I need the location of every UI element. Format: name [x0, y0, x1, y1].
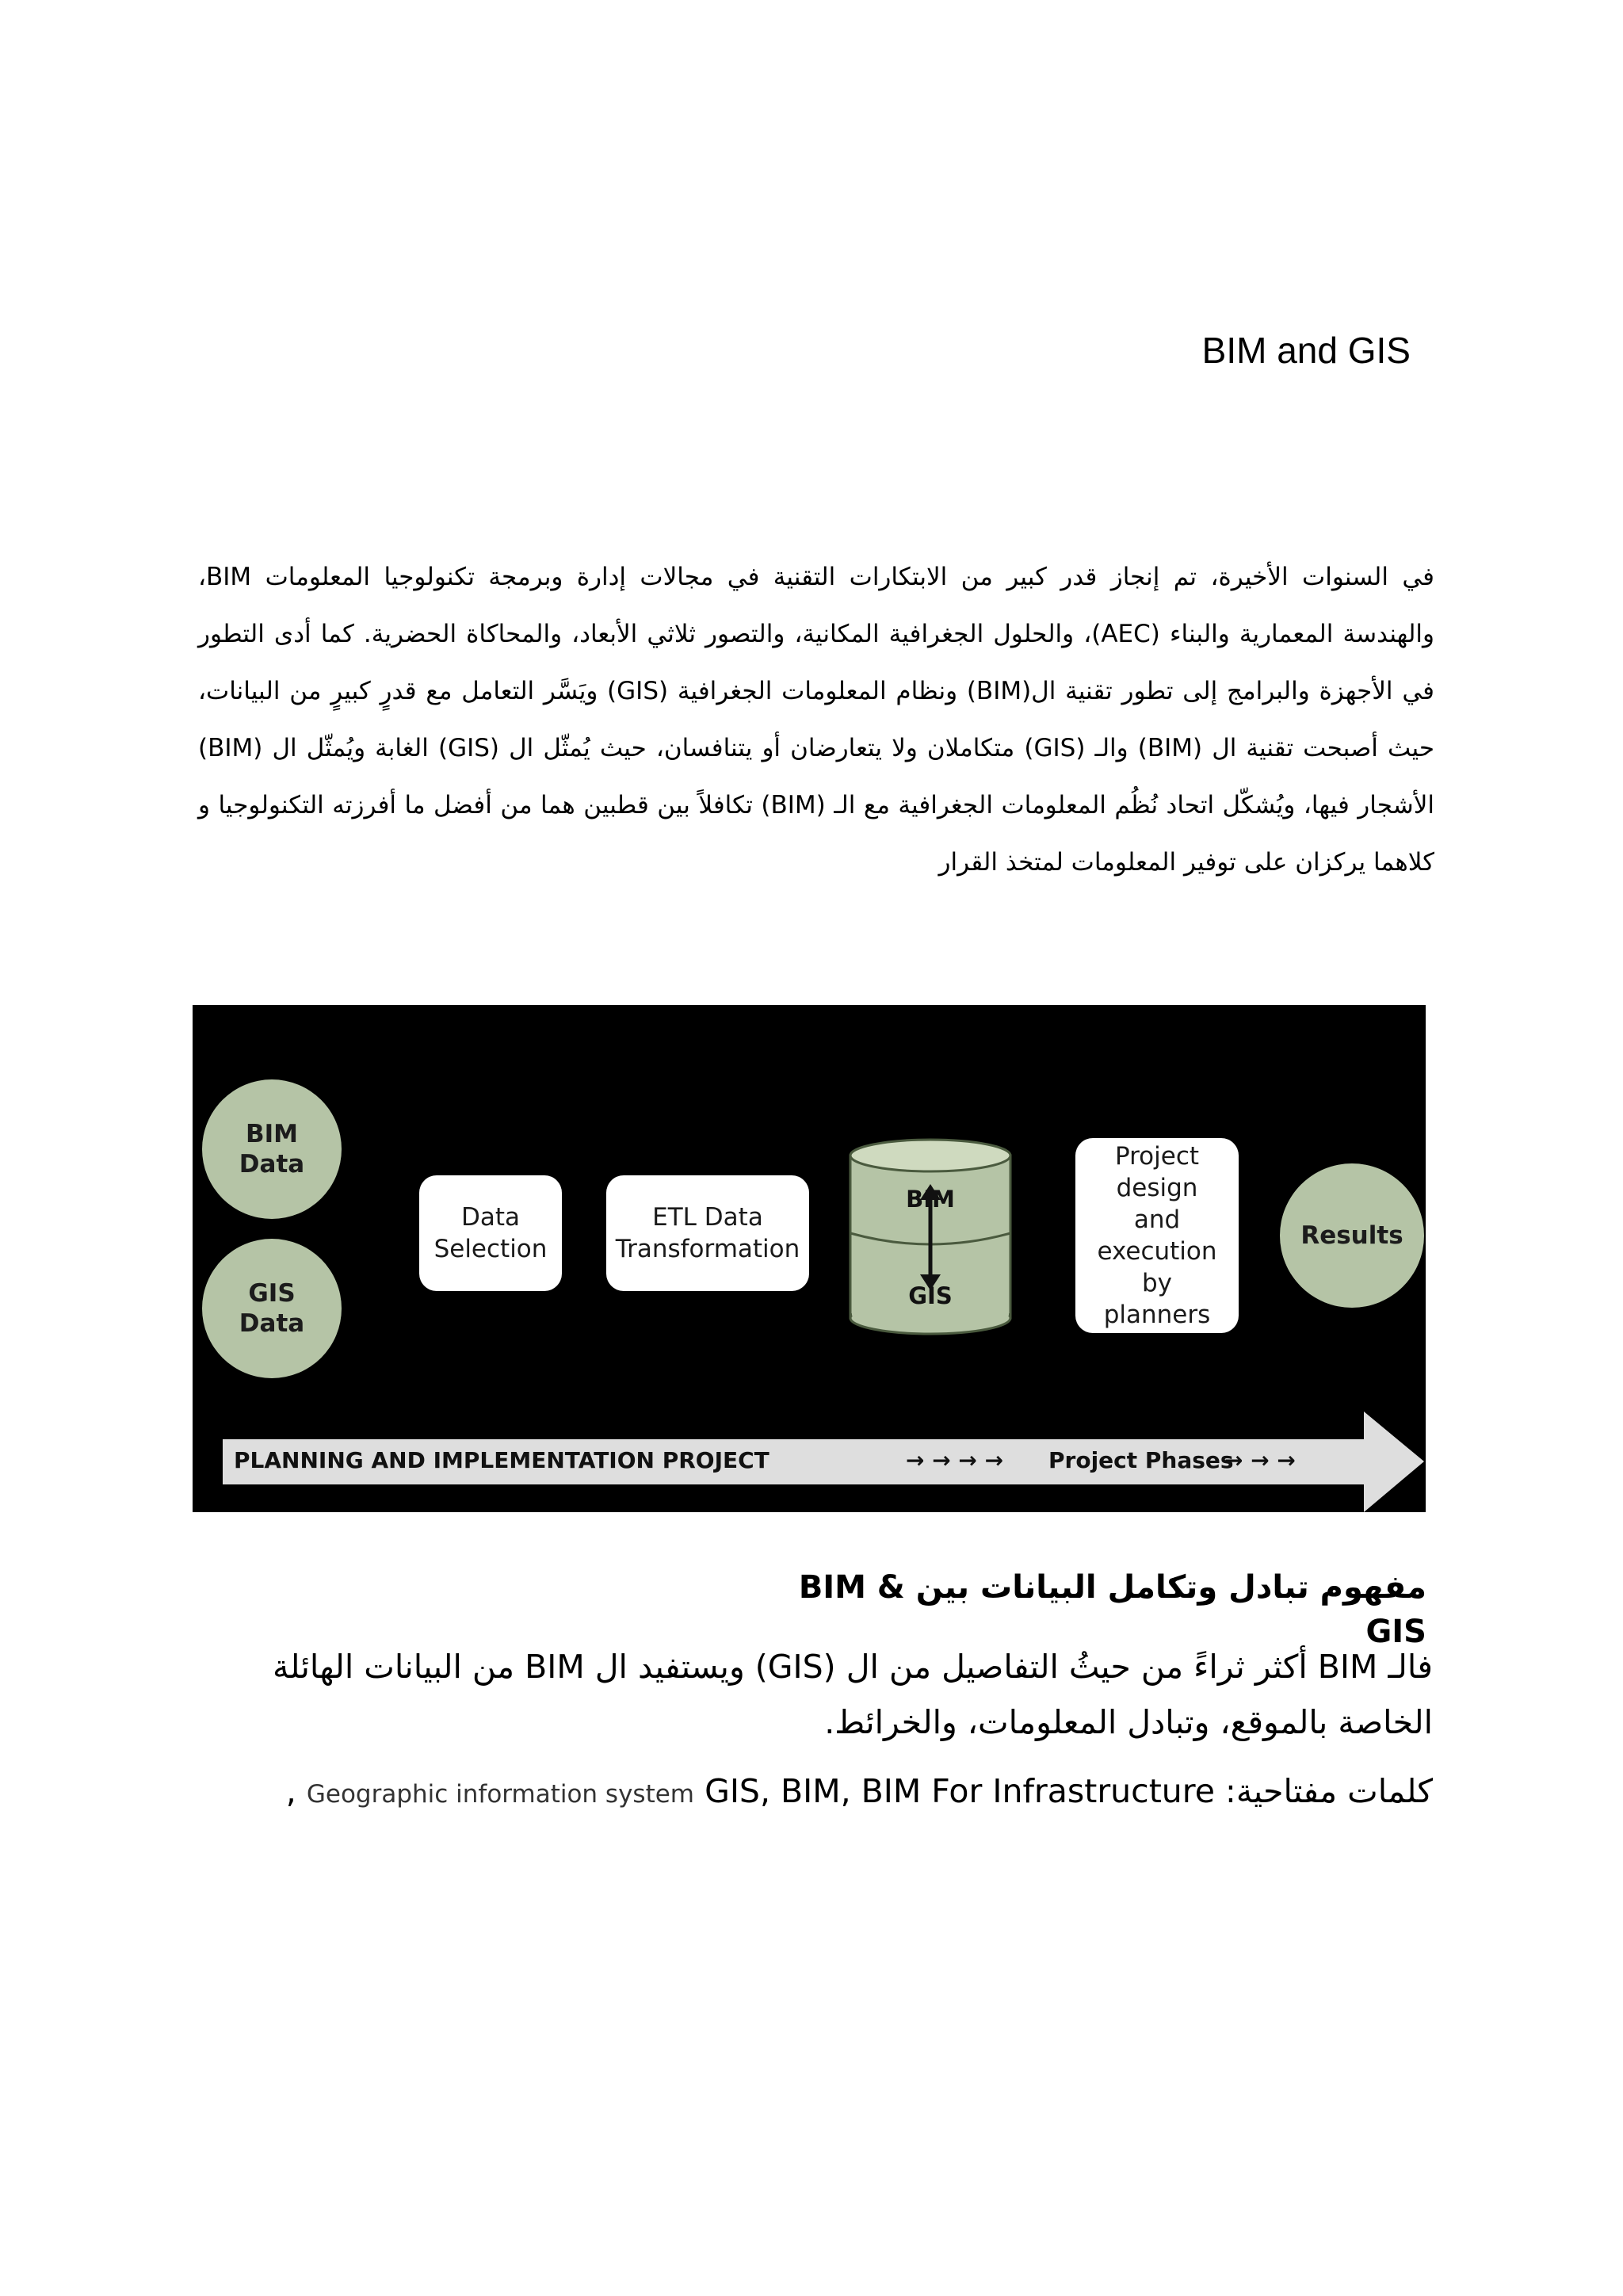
section-heading: مفهوم تبادل وتكامل البيانات بين BIM & GIS [798, 1569, 1426, 1650]
body-paragraph: فالـ BIM أكثر ثراءً من حيثُ التفاصيل من ال (GIS) ويستفيد ال BIM من البيانات الهائلة الخاصة بالموقع، وتبادل المعلومات، والخرائط. [272, 1648, 1433, 1741]
etl-box [606, 1175, 809, 1291]
gis-data-label: GIS Data [239, 1279, 305, 1338]
bim-data-circle [202, 1079, 342, 1219]
keywords-line [222, 1767, 1433, 1818]
cylinder-bim-label: BIM [906, 1186, 955, 1213]
data-selection-box [419, 1175, 562, 1291]
document-title: BIM and GIS [1201, 330, 1411, 371]
keywords-large: GIS, BIM, BIM For Infrastructure , [285, 1772, 1215, 1810]
arrow-end-arrows: → → → [1224, 1447, 1296, 1473]
cylinder-gis-label: GIS [908, 1282, 953, 1309]
results-label: Results [1300, 1221, 1403, 1250]
arrow-planning-label: PLANNING AND IMPLEMENTATION PROJECT [234, 1447, 769, 1473]
gis-data-circle [202, 1239, 342, 1378]
keywords-label: كلمات مفتاحية: [1225, 1772, 1433, 1810]
project-design-box [1075, 1138, 1239, 1333]
results-circle [1280, 1163, 1424, 1308]
etl-label: ETL Data Transformation [615, 1203, 800, 1263]
keywords-small: Geographic information system [306, 1780, 695, 1809]
bim-data-label: BIM Data [239, 1120, 305, 1179]
intro-paragraph: في السنوات الأخيرة، تم إنجاز قدر كبير من الابتكارات التقنية في مجالات إدارة وبرمجة تكنولوجيا المعلومات BIM، والهندسة المعمارية والبناء (AEC)، والحلول الجغرافية المكانية، والتصور ثلاثي الأبعاد، والمحاكاة الحضرية. كما أدى التطور في الأجهزة والبرامج إلى تطور تقنية ال(BIM) ونظام المعلومات الجغرافية (GIS) ويَسَّر التعامل مع قدرٍ كبيرٍ من البيانات، حيث أصبحت تقنية ال (BIM) والـ (GIS) متكاملان ولا يتعارضان أو يتنافسان، حيث يُمثّل ال (GIS) الغابة ويُمثّل ال (BIM) الأشجار فيها، ويُشكّل اتحاد نُظُم المعلومات الجغرافية مع الـ (BIM) تكافلاً بين قطبين هما من أفضل ما أفرزته التكنولوجيا و كلاهما يركزان على توفير المعلومات لمتخذ القرار [198, 563, 1434, 877]
arrow-mid-arrows: → → → → [906, 1447, 1004, 1473]
project-design-label: Project design and execution by planners [1097, 1142, 1217, 1329]
data-selection-label: Data Selection [433, 1203, 548, 1263]
bim-gis-workflow-figure [193, 1005, 1426, 1512]
arrow-phases-label: Project Phases [1048, 1447, 1234, 1473]
